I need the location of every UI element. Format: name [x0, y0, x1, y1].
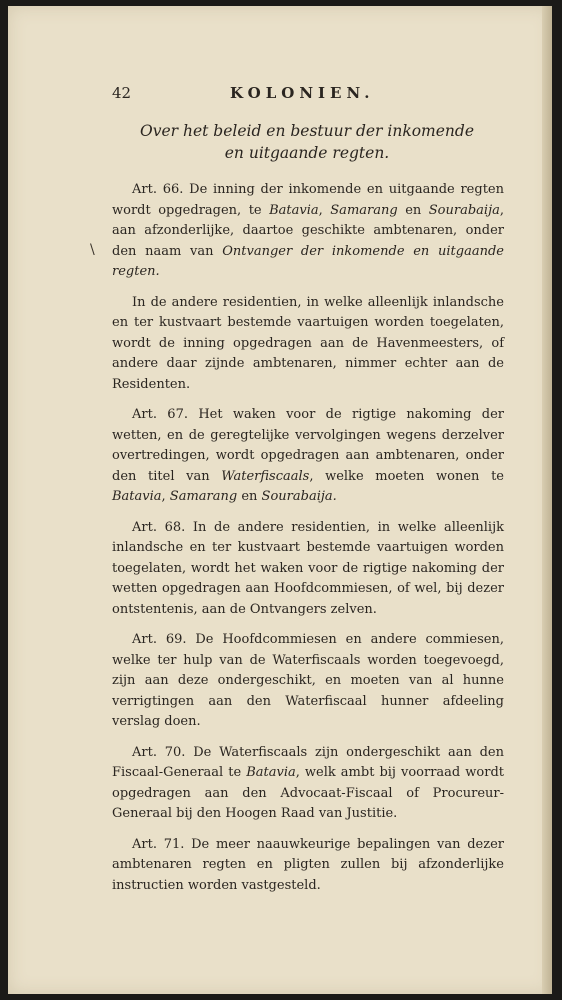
- italic-text: Ontvanger der inkomende en uitgaande regten.: [112, 243, 504, 279]
- section-title-line-1: Over het beleid en bestuur der inkomende: [139, 122, 475, 140]
- text-run: Art. 70. De Waterfiscaals zijn ondergeschikt aan den Fiscaal-Generaal te: [112, 744, 504, 780]
- paragraph: [112, 743, 504, 825]
- italic-text: Sourabaija: [428, 202, 500, 218]
- text-run: , aan afzonderlijke, daartoe geschikte ambtenaren, onder den naam van: [112, 202, 504, 259]
- italic-text: Batavia: [112, 489, 162, 504]
- paragraph: [112, 630, 504, 733]
- paragraph: [112, 293, 504, 396]
- italic-text: Samarang: [330, 202, 398, 218]
- italic-text: Batavia: [246, 765, 296, 780]
- text-run: Art. 67. Het waken voor de rigtige nakoming der wetten, en de geregtelijke vervolgingen wegens derzelver overtredingen, wordt opgedragen aan ambtenaren, onder den titel van: [112, 407, 504, 484]
- body-text: [112, 180, 504, 906]
- text-run: Art. 66. De inning der inkomende en uitgaande regten wordt opgedragen, te: [112, 182, 504, 218]
- italic-text: Samarang: [169, 489, 238, 504]
- text-run: en: [237, 489, 262, 504]
- text-run: Art. 71. De meer naauwkeurige bepalingen van dezer ambtenaren regten en pligten zullen bij afzonderlijke instructien worden vastgesteld.: [112, 836, 504, 893]
- page-spine-edge: [542, 6, 552, 994]
- text-run: en: [397, 202, 429, 218]
- running-head: KOLONIEN.: [230, 84, 375, 102]
- page-header: [112, 84, 502, 108]
- page-number: 42: [112, 84, 132, 102]
- text-run: In de andere residentien, in welke alleenlijk inlandsche en ter kustvaart bestemde vaartuigen worden toegelaten, wordt de inning opgedragen aan de Havenmeesters, of andere daar zijnde ambtenaren, nimmer echter aan de Residenten.: [112, 294, 504, 392]
- text-run: , welke moeten wonen te: [309, 468, 504, 484]
- italic-text: Batavia: [269, 202, 319, 218]
- text-run: ,: [318, 202, 331, 218]
- text-run: ,: [161, 489, 170, 504]
- paragraph: [112, 518, 504, 621]
- italic-text: Sourabaija.: [261, 489, 337, 504]
- section-title: [112, 120, 502, 164]
- italic-text: Waterfiscaals: [221, 468, 310, 484]
- text-run: Art. 68. In de andere residentien, in welke alleenlijk inlandsche en ter kustvaart bestemde vaartuigen worden toegelaten, wordt het waken voor de rigtige nakoming der wetten opgedragen aan Hoofdcommiesen, of wel, bij dezer ontstentenis, aan de Ontvangers zelven.: [112, 519, 504, 617]
- paragraph: [112, 180, 504, 283]
- section-title-line-2: en uitgaande regten.: [224, 144, 390, 162]
- text-run: , welk ambt bij voorraad wordt opgedragen aan den Advocaat-Fiscaal of Procureur-Generaal bij den Hoogen Raad van Justitie.: [112, 765, 505, 821]
- paragraph: [112, 405, 504, 508]
- text-run: Art. 69. De Hoofdcommiesen en andere commiesen, welke ter hulp van de Waterfiscaals worden toegevoegd, zijn aan deze ondergeschikt, en moeten van al hunne verrigtingen aan den Waterfiscaal hunner afdeeling verslag doen.: [112, 632, 504, 729]
- margin-mark: \: [90, 242, 95, 258]
- paragraph: [112, 835, 504, 897]
